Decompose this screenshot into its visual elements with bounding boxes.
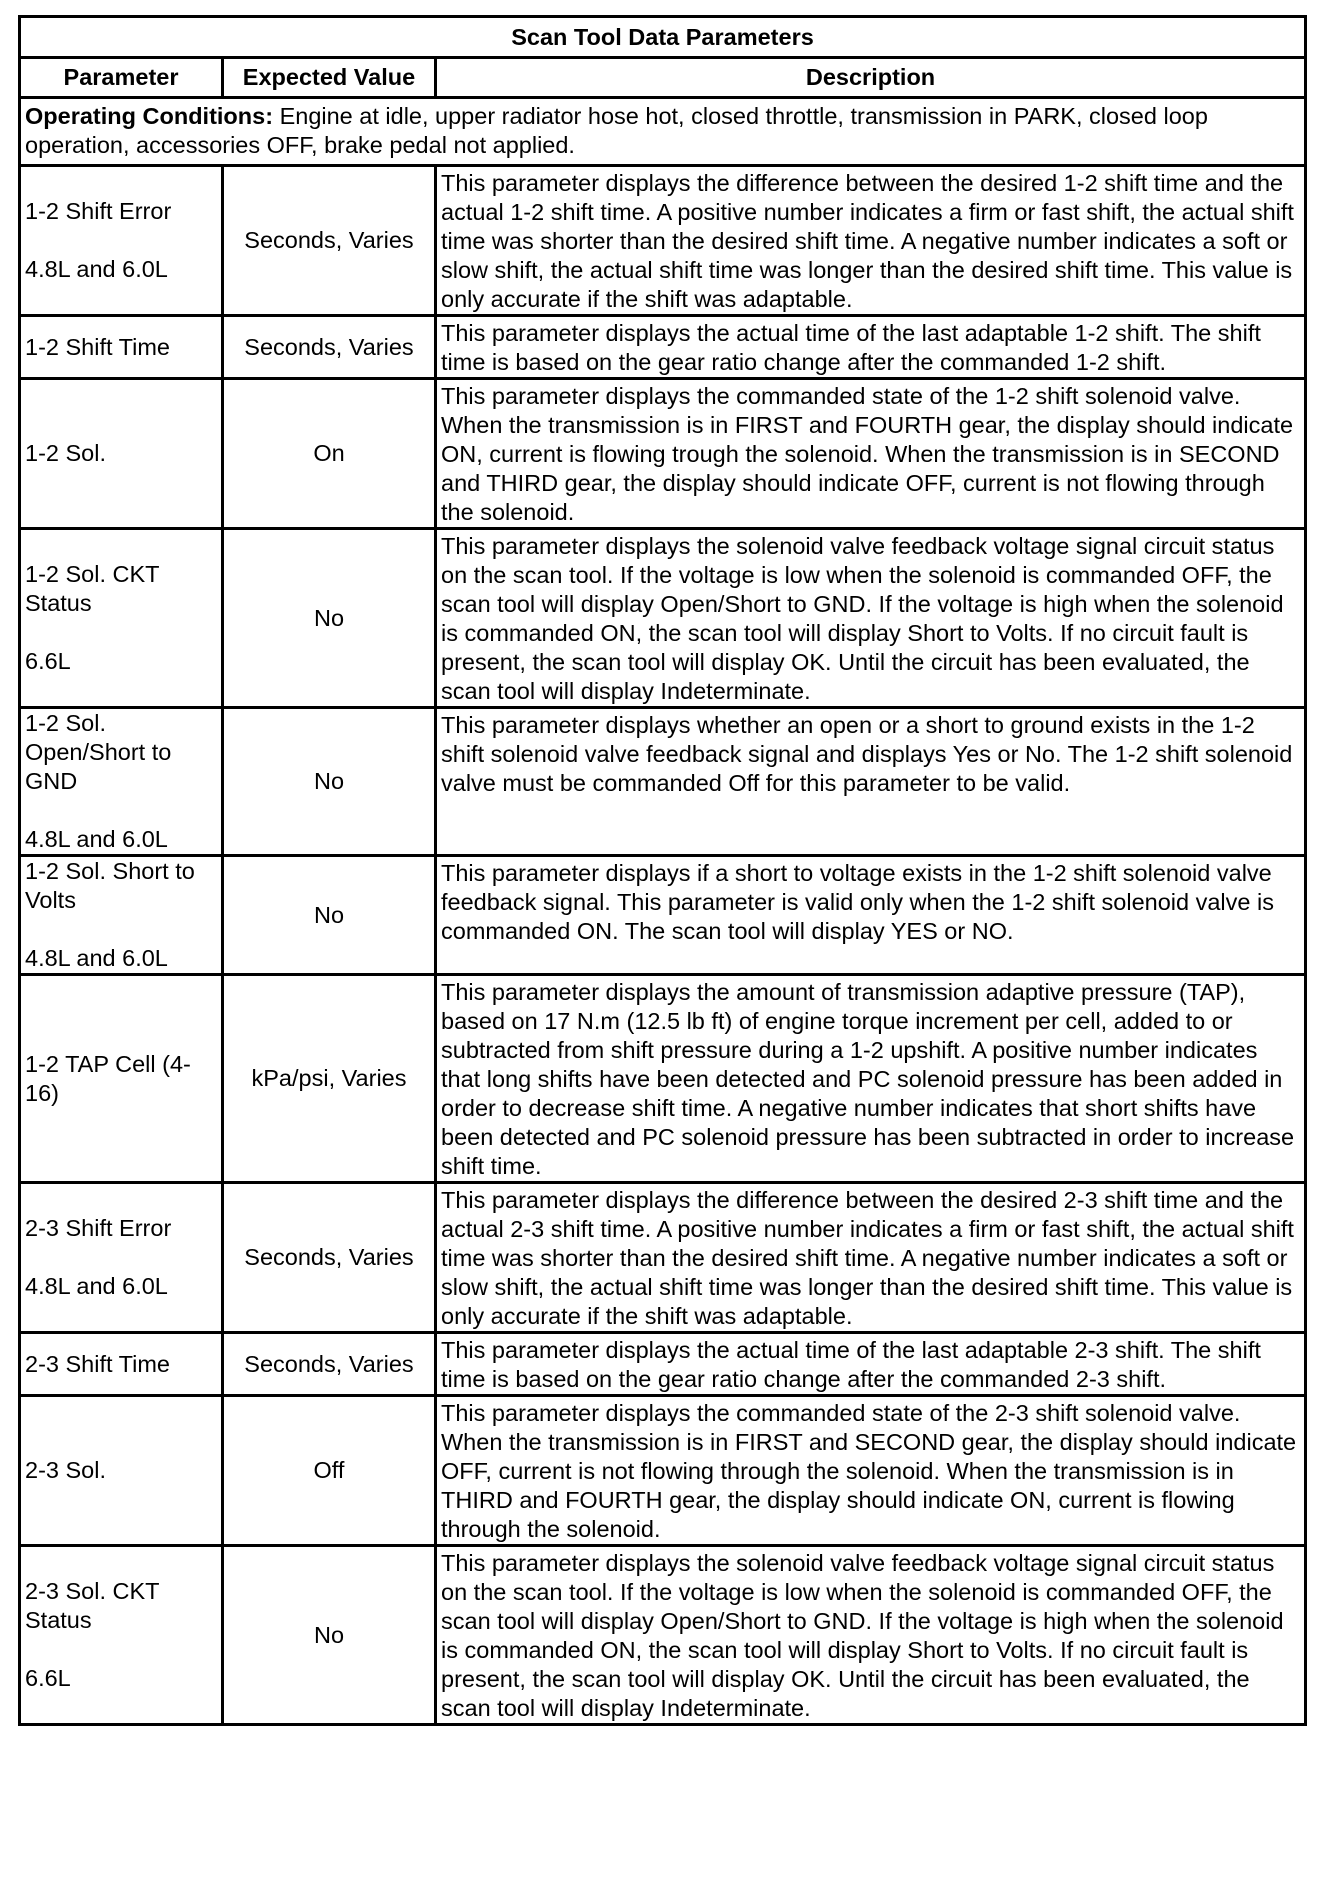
description-cell: This parameter displays the solenoid valve feedback voltage signal circuit status on the scan tool. If the voltage is low when the solenoid is commanded OFF, the scan tool will display Open/Short to GND. If the voltage is high when the solenoid is commanded ON, the scan tool will display Short to Volts. If no circuit fault is present, the scan tool will display OK. Until the circuit has been evaluated, the scan tool will display Indeterminate. [436, 529, 1306, 708]
operating-conditions-text: Engine at idle, upper radiator hose hot, closed throttle, transmission in PARK, closed loop operation, accessories OFF, brake pedal not applied. [25, 103, 1208, 158]
parameter-name: 1-2 Shift Error [25, 198, 172, 224]
parameter-cell [20, 316, 223, 379]
parameter-engine-note: 4.8L and 6.0L [25, 826, 168, 852]
expected-value-cell: kPa/psi, Varies [223, 975, 436, 1183]
description-cell: This parameter displays the commanded state of the 1-2 shift solenoid valve. When the transmission is in FIRST and FOURTH gear, the display should indicate ON, current is flowing trough the solenoid. When the transmission is in SECOND and THIRD gear, the display should indicate OFF, current is not flowing through the solenoid. [436, 379, 1306, 529]
parameter-name: 2-3 Shift Time [25, 1350, 170, 1377]
expected-value-cell: Seconds, Varies [223, 1333, 436, 1396]
description-cell: This parameter displays if a short to voltage exists in the 1-2 shift solenoid valve feedback signal. This parameter is valid only when the 1-2 shift solenoid valve is commanded ON. The scan tool will display YES or NO. [436, 856, 1306, 975]
parameter-name: 1-2 Sol. Short to Volts [25, 858, 195, 913]
expected-value-cell: No [223, 1546, 436, 1725]
parameter-spacer [25, 618, 217, 647]
description-cell: This parameter displays the solenoid valve feedback voltage signal circuit status on the scan tool. If the voltage is low when the solenoid is commanded OFF, the scan tool will display Open/Short to GND. If the voltage is high when the solenoid is commanded ON, the scan tool will display Short to Volts. If no circuit fault is present, the scan tool will display OK. Until the circuit has been evaluated, the scan tool will display Indeterminate. [436, 1546, 1306, 1725]
parameter-spacer [25, 1635, 217, 1664]
table-row [20, 529, 1306, 708]
expected-value-cell: No [223, 529, 436, 708]
description-cell: This parameter displays the difference between the desired 2-3 shift time and the actual 2-3 shift time. A positive number indicates a firm or fast shift, the actual shift time was shorter than the desired shift time. A negative number indicates a soft or slow shift, the actual shift time was longer than the desired shift time. This value is only accurate if the shift was adaptable. [436, 1183, 1306, 1333]
parameter-name: 1-2 TAP Cell (4-16) [25, 1050, 191, 1106]
parameter-name: 1-2 Shift Time [25, 333, 170, 360]
parameter-cell [20, 975, 223, 1183]
parameter-spacer [25, 796, 217, 825]
expected-value-cell: Seconds, Varies [223, 166, 436, 316]
parameter-cell [20, 1183, 223, 1333]
parameter-cell [20, 1396, 223, 1546]
operating-conditions-label: Operating Conditions: [25, 103, 274, 129]
description-cell: This parameter displays the actual time of the last adaptable 1-2 shift. The shift time is based on the gear ratio change after the commanded 1-2 shift. [436, 316, 1306, 379]
parameter-spacer [25, 226, 217, 255]
parameter-engine-note: 4.8L and 6.0L [25, 256, 168, 282]
parameter-engine-note: 4.8L and 6.0L [25, 945, 168, 971]
parameter-cell [20, 1333, 223, 1396]
parameter-cell [20, 1546, 223, 1725]
table-row [20, 166, 1306, 316]
table-row [20, 1183, 1306, 1333]
table-header-row [20, 58, 1306, 98]
parameter-name: 1-2 Sol. CKT Status [25, 561, 160, 616]
expected-value-cell: Seconds, Varies [223, 316, 436, 379]
description-cell: This parameter displays the difference between the desired 1-2 shift time and the actual 1-2 shift time. A positive number indicates a firm or fast shift, the actual shift time was shorter than the desired shift time. A negative number indicates a soft or slow shift, the actual shift time was longer than the desired shift time. This value is only accurate if the shift was adaptable. [436, 166, 1306, 316]
parameter-engine-note: 6.6L [25, 1665, 71, 1691]
parameter-spacer [25, 915, 217, 944]
table-row [20, 1546, 1306, 1725]
table-row [20, 856, 1306, 975]
parameter-cell [20, 166, 223, 316]
table-row [20, 379, 1306, 529]
description-cell: This parameter displays the actual time of the last adaptable 2-3 shift. The shift time is based on the gear ratio change after the commanded 2-3 shift. [436, 1333, 1306, 1396]
expected-value-cell: No [223, 856, 436, 975]
operating-conditions-row [20, 98, 1306, 166]
header-expected-value: Expected Value [223, 58, 436, 98]
parameter-spacer [25, 1243, 217, 1272]
parameter-cell [20, 379, 223, 529]
table-row [20, 1333, 1306, 1396]
parameter-name: 1-2 Sol. [25, 440, 106, 466]
header-parameter: Parameter [20, 58, 223, 98]
expected-value-cell: Seconds, Varies [223, 1183, 436, 1333]
table-row [20, 1396, 1306, 1546]
table-row [20, 316, 1306, 379]
parameter-cell [20, 856, 223, 975]
expected-value-cell: On [223, 379, 436, 529]
scan-tool-data-table [18, 15, 1307, 1726]
parameter-name: 2-3 Sol. CKT Status [25, 1578, 160, 1633]
description-cell: This parameter displays the commanded state of the 2-3 shift solenoid valve. When the transmission is in FIRST and SECOND gear, the display should indicate OFF, current is not flowing through the solenoid. When the transmission is in THIRD and FOURTH gear, the display should indicate ON, current is flowing through the solenoid. [436, 1396, 1306, 1546]
header-description: Description [436, 58, 1306, 98]
operating-conditions [20, 98, 1306, 166]
parameter-cell [20, 529, 223, 708]
table-title-row [20, 17, 1306, 58]
parameter-name: 2-3 Shift Error [25, 1215, 172, 1241]
table-row [20, 708, 1306, 856]
parameter-name: 1-2 Sol. Open/Short to GND [25, 710, 172, 794]
description-cell: This parameter displays the amount of transmission adaptive pressure (TAP), based on 17 N.m (12.5 lb ft) of engine torque increment per cell, added to or subtracted from shift pressure during a 1-2 upshift. A positive number indicates that long shifts have been detected and PC solenoid pressure has been added in order to decrease shift time. A negative number indicates that short shifts have been detected and PC solenoid pressure has been subtracted in order to increase shift time. [436, 975, 1306, 1183]
expected-value-cell: No [223, 708, 436, 856]
parameter-engine-note: 4.8L and 6.0L [25, 1273, 168, 1299]
description-cell: This parameter displays whether an open or a short to ground exists in the 1-2 shift solenoid valve feedback signal and displays Yes or No. The 1-2 shift solenoid valve must be commanded Off for this parameter to be valid. [436, 708, 1306, 856]
parameter-engine-note: 6.6L [25, 648, 71, 674]
parameter-name: 2-3 Sol. [25, 1457, 106, 1483]
table-row [20, 975, 1306, 1183]
scan-tool-table-page [18, 15, 1304, 1726]
expected-value-cell: Off [223, 1396, 436, 1546]
parameter-cell [20, 708, 223, 856]
table-title: Scan Tool Data Parameters [20, 17, 1306, 58]
